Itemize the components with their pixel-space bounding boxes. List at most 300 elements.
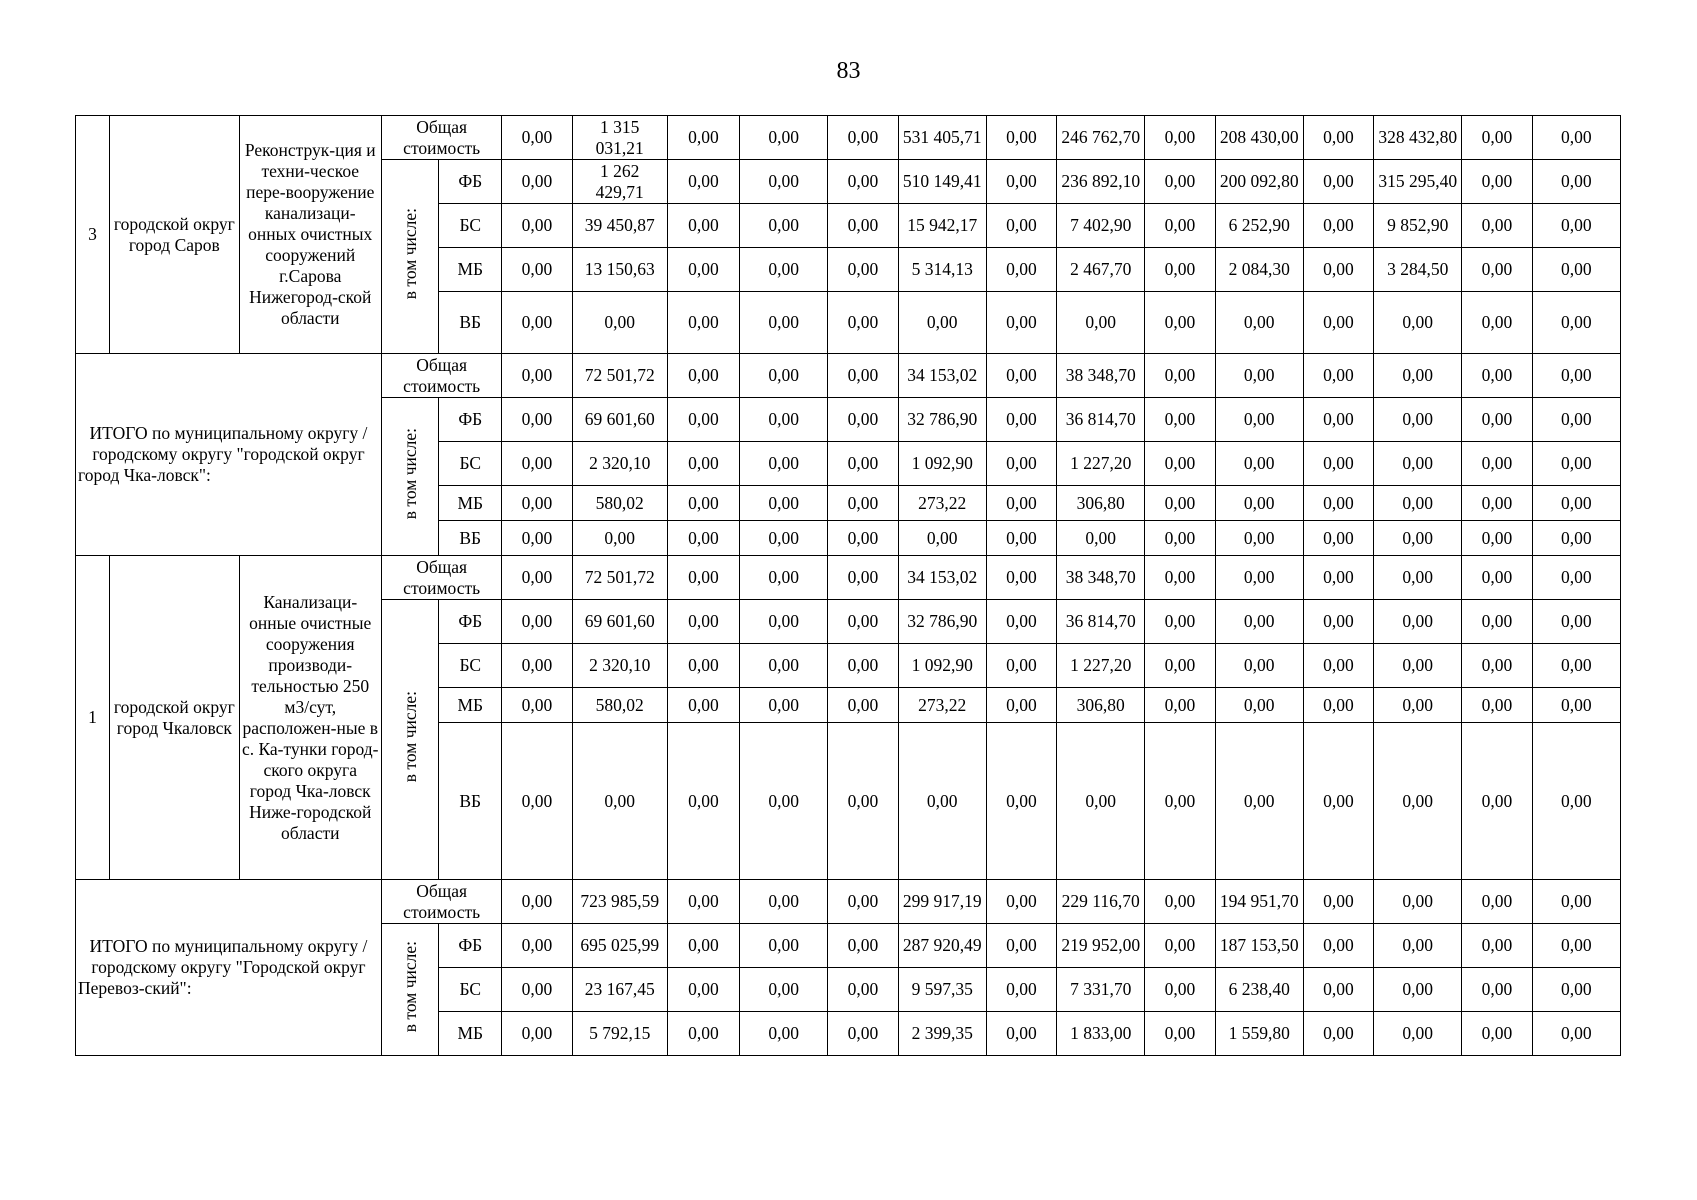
value-cell: 0,00	[1145, 160, 1215, 204]
value-cell: 0,00	[1303, 248, 1373, 292]
value-cell: 0,00	[1532, 880, 1620, 924]
value-cell: 0,00	[1145, 248, 1215, 292]
value-cell: 0,00	[986, 1012, 1056, 1056]
value-cell: 23 167,45	[572, 968, 667, 1012]
value-cell: 0,00	[898, 292, 986, 354]
value-cell: 0,00	[1215, 600, 1303, 644]
value-cell: 0,00	[1374, 644, 1462, 688]
value-cell: 0,00	[1532, 723, 1620, 880]
value-cell: 0,00	[1145, 924, 1215, 968]
value-cell: 0,00	[1215, 556, 1303, 600]
value-cell: 2 320,10	[572, 644, 667, 688]
value-cell: 0,00	[667, 600, 739, 644]
value-cell: 0,00	[1462, 521, 1532, 556]
value-cell: 0,00	[1374, 398, 1462, 442]
value-cell: 0,00	[1374, 486, 1462, 521]
value-cell: 0,00	[1057, 521, 1145, 556]
value-cell: 0,00	[1532, 924, 1620, 968]
value-cell: 0,00	[1145, 116, 1215, 160]
value-cell: 0,00	[1215, 486, 1303, 521]
value-cell: 0,00	[1532, 688, 1620, 723]
value-cell: 0,00	[986, 116, 1056, 160]
value-cell: 273,22	[898, 688, 986, 723]
value-cell: 0,00	[1462, 442, 1532, 486]
value-cell: 0,00	[986, 160, 1056, 204]
value-cell: 0,00	[667, 723, 739, 880]
funding-source-label: ФБ	[439, 924, 502, 968]
value-cell: 0,00	[667, 354, 739, 398]
value-cell: 0,00	[1215, 688, 1303, 723]
value-cell: 0,00	[828, 968, 898, 1012]
project-description: Канализаци-онные очистные сооружения производи-тельностью 250 м3/сут, расположен-ные в с. Ка-тунки город-ского округа город Чка-ловск Ниже-городской области	[239, 556, 381, 880]
value-cell: 0,00	[740, 204, 828, 248]
value-cell: 0,00	[1303, 644, 1373, 688]
value-cell: 0,00	[1462, 204, 1532, 248]
value-cell: 7 331,70	[1057, 968, 1145, 1012]
value-cell: 0,00	[986, 600, 1056, 644]
value-cell: 194 951,70	[1215, 880, 1303, 924]
value-cell: 0,00	[1462, 924, 1532, 968]
value-cell: 0,00	[1462, 644, 1532, 688]
table-row	[76, 880, 1621, 924]
value-cell: 0,00	[502, 644, 572, 688]
value-cell: 1 315 031,21	[572, 116, 667, 160]
value-cell: 0,00	[1145, 556, 1215, 600]
value-cell: 0,00	[502, 248, 572, 292]
table-row	[76, 354, 1621, 398]
value-cell: 0,00	[1303, 116, 1373, 160]
value-cell: 306,80	[1057, 688, 1145, 723]
including-label	[381, 600, 438, 880]
value-cell: 0,00	[667, 521, 739, 556]
value-cell: 0,00	[1462, 688, 1532, 723]
value-cell: 0,00	[986, 644, 1056, 688]
value-cell: 0,00	[1145, 398, 1215, 442]
municipality-name: городской округ город Чкаловск	[110, 556, 239, 880]
value-cell: 0,00	[1532, 248, 1620, 292]
value-cell: 0,00	[1215, 398, 1303, 442]
value-cell: 0,00	[667, 486, 739, 521]
value-cell: 0,00	[1532, 116, 1620, 160]
value-cell: 1 262 429,71	[572, 160, 667, 204]
value-cell: 0,00	[1462, 398, 1532, 442]
value-cell: 69 601,60	[572, 398, 667, 442]
municipality-name: городской округ город Саров	[110, 116, 239, 354]
value-cell: 229 116,70	[1057, 880, 1145, 924]
value-cell: 0,00	[1303, 556, 1373, 600]
value-cell: 273,22	[898, 486, 986, 521]
value-cell: 0,00	[740, 924, 828, 968]
value-cell: 0,00	[986, 248, 1056, 292]
value-cell: 6 238,40	[1215, 968, 1303, 1012]
value-cell: 34 153,02	[898, 556, 986, 600]
value-cell: 0,00	[740, 688, 828, 723]
value-cell: 0,00	[986, 688, 1056, 723]
value-cell: 0,00	[740, 116, 828, 160]
value-cell: 187 153,50	[1215, 924, 1303, 968]
value-cell: 0,00	[1303, 442, 1373, 486]
value-cell: 9 597,35	[898, 968, 986, 1012]
value-cell: 7 402,90	[1057, 204, 1145, 248]
value-cell: 0,00	[1532, 521, 1620, 556]
value-cell: 0,00	[740, 486, 828, 521]
value-cell: 0,00	[1462, 723, 1532, 880]
value-cell: 0,00	[502, 204, 572, 248]
value-cell: 0,00	[740, 556, 828, 600]
value-cell: 0,00	[667, 688, 739, 723]
value-cell: 0,00	[502, 924, 572, 968]
value-cell: 0,00	[1532, 354, 1620, 398]
cost-type-label: Общая стоимость	[381, 116, 501, 160]
value-cell: 0,00	[740, 1012, 828, 1056]
value-cell: 0,00	[502, 556, 572, 600]
funding-source-label: МБ	[439, 1012, 502, 1056]
value-cell: 0,00	[828, 556, 898, 600]
value-cell: 0,00	[1374, 723, 1462, 880]
value-cell: 0,00	[1145, 723, 1215, 880]
including-text: в том числе:	[399, 691, 420, 783]
value-cell: 0,00	[1532, 644, 1620, 688]
including-label	[381, 398, 438, 556]
table-row	[76, 556, 1621, 600]
value-cell: 0,00	[1303, 924, 1373, 968]
value-cell: 69 601,60	[572, 600, 667, 644]
value-cell: 0,00	[1462, 968, 1532, 1012]
value-cell: 510 149,41	[898, 160, 986, 204]
value-cell: 0,00	[1462, 116, 1532, 160]
value-cell: 0,00	[1532, 160, 1620, 204]
value-cell: 0,00	[1145, 521, 1215, 556]
funding-source-label: БС	[439, 968, 502, 1012]
value-cell: 0,00	[1303, 600, 1373, 644]
value-cell: 0,00	[828, 354, 898, 398]
value-cell: 0,00	[667, 398, 739, 442]
value-cell: 0,00	[1532, 398, 1620, 442]
value-cell: 0,00	[1145, 204, 1215, 248]
value-cell: 0,00	[1532, 204, 1620, 248]
value-cell: 2 084,30	[1215, 248, 1303, 292]
value-cell: 0,00	[1303, 1012, 1373, 1056]
value-cell: 208 430,00	[1215, 116, 1303, 160]
value-cell: 0,00	[828, 160, 898, 204]
value-cell: 0,00	[740, 354, 828, 398]
value-cell: 0,00	[1145, 486, 1215, 521]
value-cell: 0,00	[1303, 354, 1373, 398]
value-cell: 0,00	[898, 723, 986, 880]
value-cell: 246 762,70	[1057, 116, 1145, 160]
value-cell: 0,00	[1145, 600, 1215, 644]
value-cell: 0,00	[572, 723, 667, 880]
value-cell: 0,00	[828, 880, 898, 924]
including-text: в том числе:	[399, 941, 420, 1033]
value-cell: 0,00	[828, 521, 898, 556]
funding-source-label: ВБ	[439, 521, 502, 556]
funding-source-label: БС	[439, 204, 502, 248]
value-cell: 0,00	[502, 442, 572, 486]
value-cell: 0,00	[1145, 968, 1215, 1012]
value-cell: 0,00	[1462, 292, 1532, 354]
value-cell: 0,00	[1374, 968, 1462, 1012]
value-cell: 0,00	[667, 248, 739, 292]
value-cell: 0,00	[502, 292, 572, 354]
value-cell: 0,00	[1374, 880, 1462, 924]
value-cell: 0,00	[986, 521, 1056, 556]
including-label	[381, 924, 438, 1056]
funding-source-label: БС	[439, 644, 502, 688]
value-cell: 1 092,90	[898, 644, 986, 688]
value-cell: 2 399,35	[898, 1012, 986, 1056]
value-cell: 0,00	[986, 204, 1056, 248]
financing-table	[75, 115, 1621, 1056]
value-cell: 0,00	[667, 160, 739, 204]
value-cell: 0,00	[1303, 968, 1373, 1012]
value-cell: 0,00	[986, 398, 1056, 442]
value-cell: 0,00	[1303, 398, 1373, 442]
value-cell: 0,00	[1303, 521, 1373, 556]
value-cell: 0,00	[667, 924, 739, 968]
value-cell: 0,00	[502, 880, 572, 924]
value-cell: 0,00	[986, 292, 1056, 354]
total-label: ИТОГО по муниципальному округу / городскому округу "городской округ город Чка-ловск":	[76, 354, 382, 556]
value-cell: 6 252,90	[1215, 204, 1303, 248]
value-cell: 0,00	[828, 248, 898, 292]
including-text: в том числе:	[399, 208, 420, 300]
value-cell: 0,00	[740, 521, 828, 556]
value-cell: 0,00	[828, 1012, 898, 1056]
value-cell: 219 952,00	[1057, 924, 1145, 968]
funding-source-label: ВБ	[439, 723, 502, 880]
value-cell: 32 786,90	[898, 398, 986, 442]
value-cell: 0,00	[986, 354, 1056, 398]
value-cell: 0,00	[1462, 1012, 1532, 1056]
value-cell: 0,00	[986, 723, 1056, 880]
funding-source-label: ФБ	[439, 600, 502, 644]
value-cell: 200 092,80	[1215, 160, 1303, 204]
value-cell: 0,00	[828, 116, 898, 160]
value-cell: 0,00	[667, 556, 739, 600]
value-cell: 0,00	[1215, 521, 1303, 556]
value-cell: 15 942,17	[898, 204, 986, 248]
value-cell: 0,00	[986, 486, 1056, 521]
including-text: в том числе:	[399, 428, 420, 520]
value-cell: 0,00	[1462, 880, 1532, 924]
value-cell: 0,00	[1462, 160, 1532, 204]
value-cell: 0,00	[1374, 521, 1462, 556]
value-cell: 580,02	[572, 486, 667, 521]
value-cell: 0,00	[502, 968, 572, 1012]
value-cell: 0,00	[1374, 600, 1462, 644]
value-cell: 39 450,87	[572, 204, 667, 248]
table-row	[76, 116, 1621, 160]
value-cell: 1 559,80	[1215, 1012, 1303, 1056]
value-cell: 32 786,90	[898, 600, 986, 644]
value-cell: 0,00	[1215, 442, 1303, 486]
value-cell: 0,00	[502, 723, 572, 880]
value-cell: 0,00	[1303, 688, 1373, 723]
value-cell: 0,00	[572, 521, 667, 556]
value-cell: 0,00	[1532, 600, 1620, 644]
page-number: 83	[836, 58, 861, 84]
value-cell: 0,00	[828, 644, 898, 688]
value-cell: 287 920,49	[898, 924, 986, 968]
value-cell: 0,00	[1057, 723, 1145, 880]
value-cell: 0,00	[986, 968, 1056, 1012]
value-cell: 0,00	[898, 521, 986, 556]
value-cell: 1 833,00	[1057, 1012, 1145, 1056]
value-cell: 0,00	[1215, 723, 1303, 880]
value-cell: 0,00	[1145, 880, 1215, 924]
value-cell: 0,00	[1145, 354, 1215, 398]
value-cell: 0,00	[740, 160, 828, 204]
value-cell: 72 501,72	[572, 556, 667, 600]
value-cell: 299 917,19	[898, 880, 986, 924]
value-cell: 0,00	[502, 486, 572, 521]
funding-source-label: МБ	[439, 486, 502, 521]
value-cell: 0,00	[1462, 354, 1532, 398]
value-cell: 0,00	[667, 116, 739, 160]
value-cell: 723 985,59	[572, 880, 667, 924]
value-cell: 315 295,40	[1374, 160, 1462, 204]
value-cell: 0,00	[740, 600, 828, 644]
value-cell: 0,00	[1303, 292, 1373, 354]
value-cell: 0,00	[1532, 292, 1620, 354]
value-cell: 0,00	[1303, 880, 1373, 924]
value-cell: 531 405,71	[898, 116, 986, 160]
value-cell: 0,00	[1462, 556, 1532, 600]
value-cell: 1 227,20	[1057, 442, 1145, 486]
value-cell: 38 348,70	[1057, 354, 1145, 398]
value-cell: 0,00	[1215, 292, 1303, 354]
value-cell: 1 227,20	[1057, 644, 1145, 688]
value-cell: 0,00	[502, 521, 572, 556]
cost-type-label: Общая стоимость	[381, 556, 501, 600]
value-cell: 0,00	[740, 880, 828, 924]
value-cell: 9 852,90	[1374, 204, 1462, 248]
value-cell: 0,00	[1145, 688, 1215, 723]
value-cell: 0,00	[502, 600, 572, 644]
value-cell: 5 792,15	[572, 1012, 667, 1056]
value-cell: 328 432,80	[1374, 116, 1462, 160]
value-cell: 0,00	[667, 442, 739, 486]
row-index: 3	[76, 116, 110, 354]
value-cell: 0,00	[502, 1012, 572, 1056]
value-cell: 0,00	[740, 398, 828, 442]
value-cell: 0,00	[1374, 688, 1462, 723]
funding-source-label: ФБ	[439, 398, 502, 442]
value-cell: 0,00	[740, 644, 828, 688]
value-cell: 0,00	[828, 723, 898, 880]
value-cell: 0,00	[1374, 1012, 1462, 1056]
funding-source-label: ВБ	[439, 292, 502, 354]
value-cell: 0,00	[828, 442, 898, 486]
value-cell: 1 092,90	[898, 442, 986, 486]
value-cell: 0,00	[502, 688, 572, 723]
funding-source-label: ФБ	[439, 160, 502, 204]
value-cell: 2 320,10	[572, 442, 667, 486]
cost-type-label: Общая стоимость	[381, 354, 501, 398]
value-cell: 0,00	[1215, 644, 1303, 688]
value-cell: 0,00	[986, 880, 1056, 924]
value-cell: 0,00	[740, 723, 828, 880]
value-cell: 0,00	[828, 924, 898, 968]
value-cell: 0,00	[1462, 248, 1532, 292]
value-cell: 0,00	[667, 292, 739, 354]
funding-source-label: МБ	[439, 248, 502, 292]
value-cell: 0,00	[1374, 442, 1462, 486]
value-cell: 0,00	[1374, 556, 1462, 600]
value-cell: 0,00	[1303, 204, 1373, 248]
value-cell: 2 467,70	[1057, 248, 1145, 292]
value-cell: 0,00	[1374, 354, 1462, 398]
value-cell: 38 348,70	[1057, 556, 1145, 600]
cost-type-label: Общая стоимость	[381, 880, 501, 924]
value-cell: 0,00	[740, 442, 828, 486]
value-cell: 5 314,13	[898, 248, 986, 292]
value-cell: 0,00	[502, 116, 572, 160]
value-cell: 3 284,50	[1374, 248, 1462, 292]
value-cell: 580,02	[572, 688, 667, 723]
value-cell: 0,00	[828, 292, 898, 354]
value-cell: 0,00	[1145, 1012, 1215, 1056]
value-cell: 0,00	[667, 880, 739, 924]
value-cell: 0,00	[1532, 1012, 1620, 1056]
value-cell: 0,00	[502, 354, 572, 398]
value-cell: 0,00	[828, 600, 898, 644]
value-cell: 0,00	[986, 924, 1056, 968]
value-cell: 236 892,10	[1057, 160, 1145, 204]
value-cell: 0,00	[740, 292, 828, 354]
row-index: 1	[76, 556, 110, 880]
value-cell: 0,00	[1145, 292, 1215, 354]
value-cell: 0,00	[740, 968, 828, 1012]
value-cell: 0,00	[986, 442, 1056, 486]
value-cell: 0,00	[667, 1012, 739, 1056]
project-description: Реконструк-ция и техни-ческое пере-вооружение канализаци-онных очистных сооружений г.Сарова Нижегород-ской области	[239, 116, 381, 354]
value-cell: 72 501,72	[572, 354, 667, 398]
value-cell: 0,00	[1303, 160, 1373, 204]
including-label	[381, 160, 438, 354]
value-cell: 0,00	[1145, 442, 1215, 486]
value-cell: 0,00	[1303, 723, 1373, 880]
value-cell: 0,00	[502, 160, 572, 204]
value-cell: 0,00	[1532, 442, 1620, 486]
value-cell: 0,00	[1215, 354, 1303, 398]
value-cell: 0,00	[667, 204, 739, 248]
funding-source-label: МБ	[439, 688, 502, 723]
value-cell: 0,00	[1532, 486, 1620, 521]
value-cell: 0,00	[502, 398, 572, 442]
total-label: ИТОГО по муниципальному округу / городскому округу "Городской округ Перевоз-ский":	[76, 880, 382, 1056]
value-cell: 0,00	[986, 556, 1056, 600]
value-cell: 0,00	[667, 644, 739, 688]
value-cell: 0,00	[1462, 600, 1532, 644]
value-cell: 0,00	[572, 292, 667, 354]
value-cell: 0,00	[1532, 968, 1620, 1012]
value-cell: 0,00	[1462, 486, 1532, 521]
value-cell: 0,00	[828, 486, 898, 521]
value-cell: 0,00	[667, 968, 739, 1012]
value-cell: 306,80	[1057, 486, 1145, 521]
value-cell: 0,00	[740, 248, 828, 292]
funding-source-label: БС	[439, 442, 502, 486]
value-cell: 0,00	[828, 204, 898, 248]
value-cell: 0,00	[1145, 644, 1215, 688]
value-cell: 695 025,99	[572, 924, 667, 968]
value-cell: 0,00	[1374, 924, 1462, 968]
value-cell: 0,00	[828, 398, 898, 442]
value-cell: 0,00	[1057, 292, 1145, 354]
value-cell: 34 153,02	[898, 354, 986, 398]
